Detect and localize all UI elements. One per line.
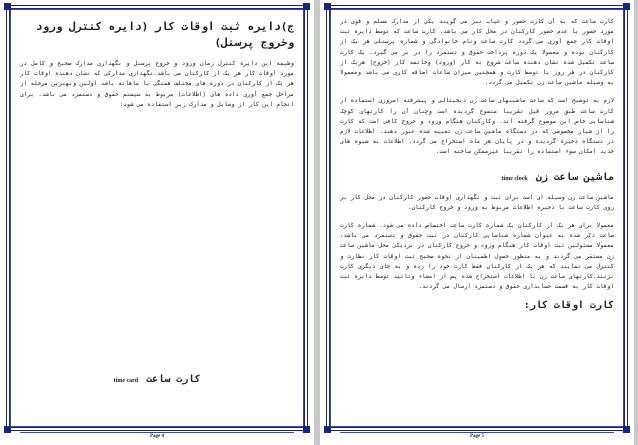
work-time-card-heading: کارت اوقات کار: [523, 300, 614, 312]
corner-ornament [623, 3, 630, 10]
timecard-heading-fa: کارت ساعت [146, 374, 201, 385]
page-footer: Page 4 [20, 432, 294, 439]
paragraph: لازم به توضیح است که ساعت ماشینهای ساعت زن دیجیتالی و پیشرفته امروزی استفاده از کارت ساعت طبق مرور قبل تقریبا منسوخ گردیده است وچنان آن را کارتهای کوچک شناسایی خاص این موضوع گرفته اند. وکارکنان هنگام ورود و خروج کافی است که کارت را از شیار مخصوصی که در دستگاه ماشین ساعت زن تعبیه شده عبور دهند. اطلاعات لازم در دستگاه ذخیره گردیده و در پایان هر ماه استخراج می گردد. اطلاعات به شیوه های جدید امکان سوء استفاده را تقریبا غیرممکن ساخته است. [340, 98, 614, 156]
paragraph: ماشین ساعت زن وسیله ای است برای ثبت و نگهداری اوقات حضور کارکنان در محل کار بر روی کارت ساعت یا ذخیره اطلاعات مربوط به ورود و خروج کارکنان. [340, 194, 614, 211]
paragraph: وظیفه این دایره کنترل زمان ورود و خروج پرسنل و نگهداری مدارک صحیح و کامل در مورد اوقات کار هر یک از کارکنان می باشد.نگهداری مدارکی که نشان دهنده اوقات کار هر یک از کارکنان در دوره های مختلف هفتگی یا ماهانه باشد اولین وبهترین مرحله از مراحل جمع آوری داده های (اطلاعات) مربوط به سیستم حقوق و دستمزد می باشد. برای انجام این کار از وسایل و مدارک زیر استفاده می شود: [20, 61, 294, 108]
timecard-heading-en: time card [113, 378, 139, 384]
paragraph: معمولا برای هر یک از کارکنان یک شماره کارت ساعت اختصاص داده می شود. شماره کارت ساعت ذکر شده به عنوان شماره شناسایی کارکنان در ثبت حقوق و دستمزد می باشد. معمولا مسئولین ثبت اوقات کار هنگام ورود و خروج کارکنان در نزدیکی محل ماشین ساعت زن مستقر می گردند و به منظور حصول اطمینان از نحوه صحیح ثبت اوقات کار نظارت و کنترل می نمایند که هر یک از کارکنان فقط کارت خود را زده و به جای دیگری کارت نزنند.کارتهای ساعت زن با اطلاعات استخراج شده پس از امضاء وتائید توسط دایره ثبت اوقات کار به قسمت حسابداری حقوق و دستمزد ارسال می گردند. [340, 223, 614, 291]
time-clock-heading-fa: ماشین ساعت زن [535, 171, 614, 183]
page-5 [320, 0, 634, 445]
page-content [20, 17, 294, 419]
corner-ornament [4, 3, 11, 10]
corner-ornament [303, 426, 310, 433]
page-border [326, 5, 628, 431]
paragraph: کارت ساعت که به آن کارت حضور و غیاب نیز می گویند یکی از مدارک مسلم و قوی در مورد حضور یا عدم حضور کارکنان در محل کار می باشد. کارت ساعت که توسط دایره ثبت اوقات کار جمع آوری می گردد کارت ساعت ونام خانوادگی و شماره پرسنلی هر یک از کارکنان بوده و معمولا یک دوره پرداخت حقوق و دستمزد را در بر می گیرد. یک کارت ساعت تکمیل شده نشان دهنده ساعت شروع به کار (ورود) وخاتمه کار (خروج) هریک از کارکنان در هر روز با توسط کارت و همچنین میزان ساعات اضافه کاری می باشد ومعمولا به وسیله ماشین ساعت زن تکمیل می گردد. [340, 19, 614, 87]
page-content [340, 17, 614, 419]
page-border [6, 5, 308, 431]
corner-ornament [623, 426, 630, 433]
corner-ornament [324, 426, 331, 433]
corner-ornament [4, 426, 11, 433]
corner-ornament [303, 3, 310, 10]
time-clock-heading-en: time clock [501, 175, 528, 182]
page-4 [0, 0, 314, 445]
time-clock-heading [340, 172, 614, 183]
corner-ornament [324, 3, 331, 10]
section-heading: ج)دایره ثبت اوقات کار (دایره کنترل ورود وخروج پرسنل) [35, 20, 294, 49]
page-footer: Page 5 [340, 432, 614, 439]
timecard-heading [20, 374, 294, 385]
